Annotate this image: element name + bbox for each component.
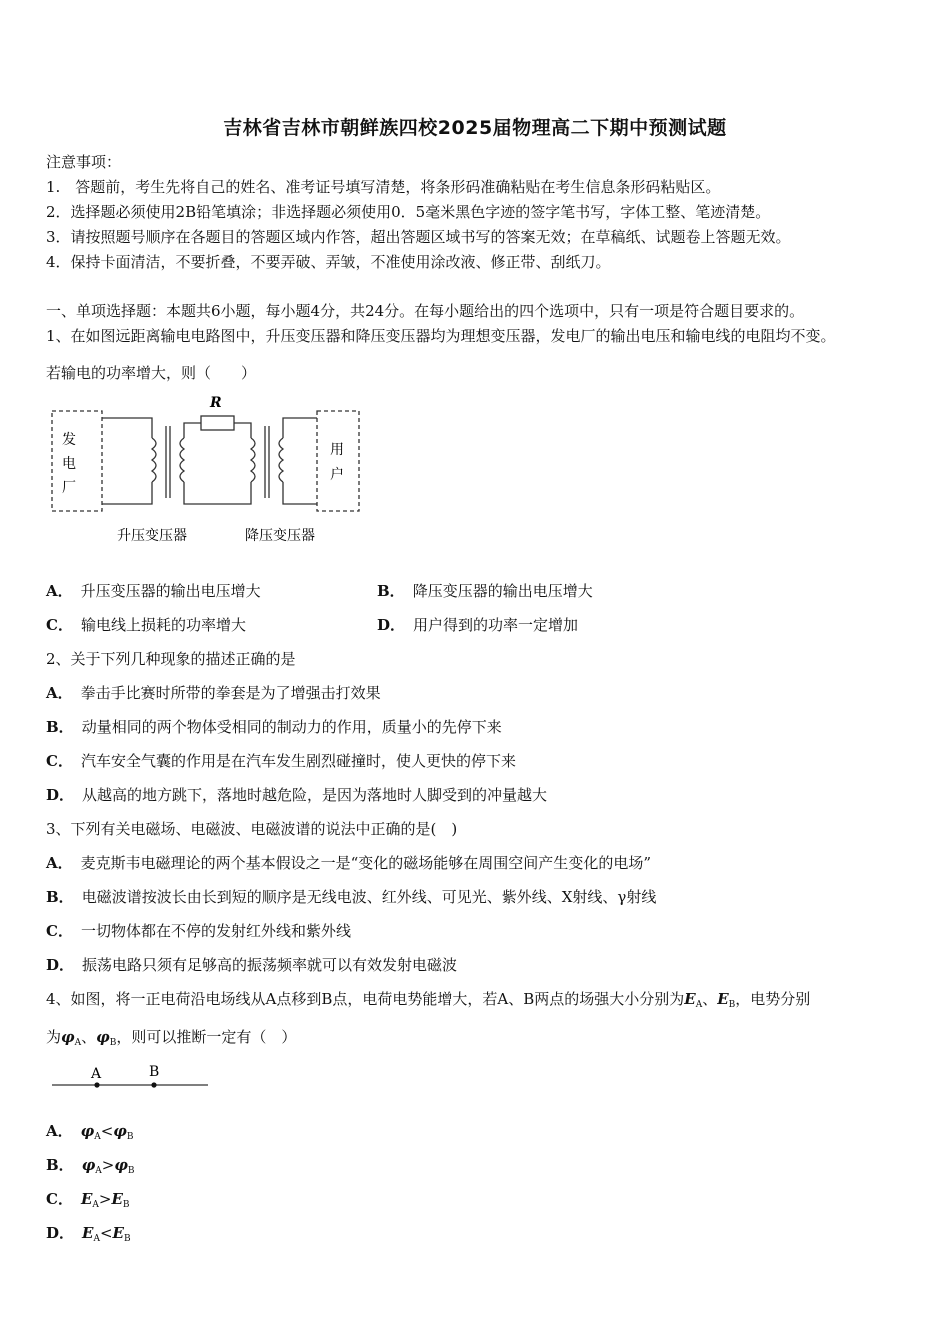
subscript: B [728, 1000, 736, 1010]
option-label: C． [46, 616, 73, 634]
option-relation: < [100, 1122, 114, 1140]
q4-field-line-figure [50, 1060, 215, 1095]
subscript: A [92, 1200, 99, 1210]
point-a-dot [94, 1082, 99, 1087]
option-text: 动量相同的两个物体受相同的制动力的作用，质量小的先停下来 [81, 718, 502, 736]
step-down-primary-coil [251, 438, 255, 482]
plant-label-1: 发 [62, 432, 76, 448]
q2-option-b[interactable] [46, 717, 502, 737]
user-box [317, 411, 359, 511]
q1-stem-line1: 1、在如图远距离输电电路图中，升压变压器和降压变压器均为理想变压器，发电厂的输出电压和输电线的电阻均不变。 [46, 327, 836, 345]
subscript: B [127, 1166, 135, 1176]
subscript: A [74, 1038, 82, 1048]
option-label: C． [46, 1190, 73, 1208]
symbol-e: E [717, 990, 729, 1008]
option-symbol: E [82, 1224, 94, 1242]
option-symbol: φ [81, 1156, 96, 1174]
subscript: B [126, 1132, 134, 1142]
subscript: A [695, 1000, 703, 1010]
option-symbol: E [80, 1190, 93, 1208]
q3-option-a[interactable] [46, 853, 651, 873]
option-label: B． [46, 718, 74, 736]
option-symbol: E [112, 1224, 124, 1242]
q4-stem-text: 4、如图，将一正电荷沿电场线从A点移到B点，电荷电势能增大，若A、B两点的场强大小分别为 [46, 990, 685, 1008]
page-title: 吉林省吉林市朝鲜族四校2025届物理高二下期中预测试题 [223, 117, 727, 139]
q2-option-a[interactable] [46, 683, 381, 703]
option-text: 输电线上损耗的功率增大 [80, 616, 246, 634]
point-a-label: A [91, 1066, 102, 1082]
q2-stem: 2、关于下列几种现象的描述正确的是 [46, 650, 296, 668]
symbol-phi: φ [96, 1028, 110, 1046]
subscript: A [93, 1234, 100, 1244]
option-text: 从越高的地方跳下，落地时越危险，是因为落地时人脚受到的冲量越大 [82, 786, 548, 804]
section-heading: 一、单项选择题：本题共6小题，每小题4分，共24分。在每小题给出的四个选项中，只有一项是符合题目要求的。 [46, 302, 805, 320]
user-label-1: 用 [330, 442, 344, 458]
q4-stem-line1 [46, 989, 810, 1015]
q4-stem-text: ，则可以推断一定有（ ） [116, 1028, 297, 1046]
point-b-dot [151, 1082, 156, 1087]
option-text: 升压变压器的输出电压增大 [80, 582, 261, 600]
option-text: 振荡电路只须有足够高的振荡频率就可以有效发射电磁波 [82, 956, 458, 974]
option-text: 汽车安全气囊的作用是在汽车发生剧烈碰撞时，使人更快的停下来 [80, 752, 516, 770]
q3-stem: 3、下列有关电磁场、电磁波、电磁波谱的说法中正确的是( ) [46, 820, 458, 838]
subscript: B [123, 1234, 131, 1244]
symbol-phi: φ [61, 1028, 75, 1046]
q1-option-b[interactable] [377, 581, 593, 601]
option-relation: > [101, 1156, 115, 1174]
q3-option-c[interactable] [46, 921, 351, 941]
line-resistor [201, 416, 234, 430]
option-label: D． [377, 616, 406, 634]
plant-box [52, 411, 102, 511]
notice-item-3: 3．请按照题号顺序在各题目的答题区域内作答，超出答题区域书写的答案无效；在草稿纸、试题卷上答题无效。 [46, 228, 791, 246]
q1-stem-line2: 若输电的功率增大，则（ ） [46, 364, 257, 382]
q4-option-d[interactable] [46, 1223, 131, 1249]
option-text: 拳击手比赛时所带的拳套是为了增强击打效果 [80, 684, 381, 702]
option-label: D． [46, 1224, 75, 1242]
step-up-secondary-coil [180, 438, 184, 482]
plant-label-2: 电 [62, 456, 76, 472]
notice-item-4: 4．保持卡面清洁，不要折叠，不要弄破、弄皱，不准使用涂改液、修正带、刮纸刀。 [46, 253, 611, 271]
q3-option-d[interactable] [46, 955, 457, 975]
option-label: D． [46, 956, 75, 974]
q4-stem-text: 为 [46, 1028, 62, 1046]
q4-option-c[interactable] [46, 1189, 130, 1215]
notice-item-1: 1. 答题前，考生先将自己的姓名、准考证号填写清楚，将条形码准确粘贴在考生信息条形码粘贴区。 [46, 178, 721, 196]
option-label: C． [46, 922, 73, 940]
option-relation: < [99, 1224, 113, 1242]
notice-item-2: 2．选择题必须使用2B铅笔填涂；非选择题必须使用0．5毫米黑色字迹的签字笔书写，字体工整、笔迹清楚。 [46, 203, 771, 221]
option-label: B． [46, 888, 74, 906]
symbol-e: E [684, 990, 696, 1008]
option-label: A． [46, 854, 73, 872]
option-symbol: φ [114, 1156, 128, 1174]
option-text: 用户得到的功率一定增加 [413, 616, 579, 634]
resistor-label: R [210, 395, 222, 411]
option-label: A． [46, 582, 73, 600]
option-label: D． [46, 786, 75, 804]
option-text: 麦克斯韦电磁理论的两个基本假设之一是“变化的磁场能够在周围空间产生变化的电场” [80, 854, 651, 872]
separator: 、 [702, 990, 718, 1008]
q1-option-c[interactable] [46, 615, 246, 635]
option-label: B． [46, 1156, 74, 1174]
separator: 、 [81, 1028, 97, 1046]
q2-option-d[interactable] [46, 785, 547, 805]
step-down-label: 降压变压器 [245, 528, 315, 544]
option-symbol: φ [80, 1122, 95, 1140]
q1-circuit-figure [44, 388, 374, 553]
step-up-label: 升压变压器 [117, 528, 187, 544]
q4-stem-line2 [46, 1027, 296, 1053]
option-label: A． [46, 684, 73, 702]
option-text: 降压变压器的输出电压增大 [412, 582, 593, 600]
notice-heading: 注意事项： [46, 153, 122, 171]
q1-option-d[interactable] [377, 615, 578, 635]
q4-stem-text: ，电势分别 [735, 990, 811, 1008]
point-b-label: B [149, 1064, 160, 1080]
option-label: C． [46, 752, 73, 770]
option-text: 一切物体都在不停的发射红外线和紫外线 [80, 922, 351, 940]
option-symbol: E [111, 1190, 123, 1208]
subscript: A [94, 1132, 101, 1142]
step-up-primary-coil [152, 438, 156, 482]
subscript: B [109, 1038, 117, 1048]
q4-option-b[interactable] [46, 1155, 135, 1181]
option-label: A． [46, 1122, 73, 1140]
option-relation: > [98, 1190, 112, 1208]
option-label: B． [377, 582, 405, 600]
option-text: 电磁波谱按波长由长到短的顺序是无线电波、红外线、可见光、紫外线、X射线、γ射线 [81, 888, 657, 906]
user-label-2: 户 [330, 467, 344, 483]
q3-option-b[interactable] [46, 887, 656, 907]
subscript: A [95, 1166, 102, 1176]
q2-option-c[interactable] [46, 751, 516, 771]
plant-label-3: 厂 [62, 480, 76, 496]
q4-option-a[interactable] [46, 1121, 134, 1147]
step-down-secondary-coil [279, 438, 283, 482]
q1-option-a[interactable] [46, 581, 261, 601]
option-symbol: φ [113, 1122, 127, 1140]
subscript: B [122, 1200, 130, 1210]
